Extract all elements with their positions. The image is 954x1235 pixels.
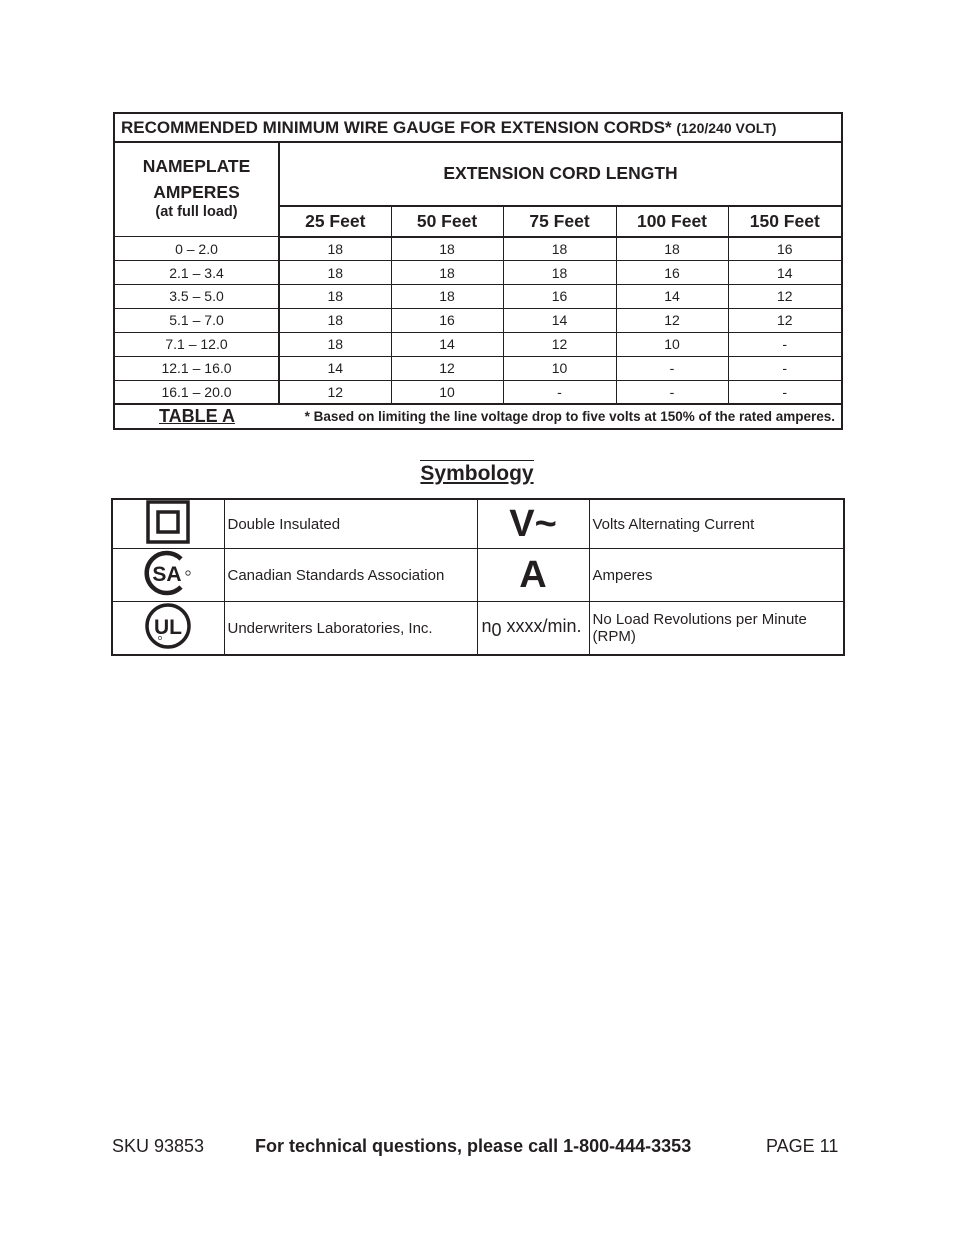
gauge-cell: 10 [503, 356, 616, 380]
amps-cell: 0 – 2.0 [114, 237, 279, 261]
svg-text:SA: SA [152, 563, 182, 586]
amps-cell: 3.5 – 5.0 [114, 284, 279, 308]
symbology-table [111, 498, 845, 656]
length-header: 25 Feet [279, 206, 391, 237]
table-row [114, 308, 842, 332]
table-row [114, 284, 842, 308]
symbol-description: Canadian Standards Association [224, 549, 477, 602]
gauge-cell: 12 [279, 380, 391, 404]
svg-text:UL: UL [154, 616, 183, 639]
gauge-cell: 12 [728, 308, 842, 332]
gauge-cell: 18 [279, 332, 391, 356]
gauge-cell: 10 [616, 332, 728, 356]
gauge-cell: 14 [616, 284, 728, 308]
length-header: 100 Feet [616, 206, 728, 237]
table-row [112, 499, 844, 549]
gauge-cell: 18 [391, 261, 503, 285]
wire-table-title-note: (120/240 VOLT) [676, 119, 777, 136]
gauge-cell: 14 [503, 308, 616, 332]
extension-cord-length-header: EXTENSION CORD LENGTH [279, 142, 842, 205]
gauge-cell: - [616, 380, 728, 404]
gauge-cell: 18 [391, 284, 503, 308]
gauge-cell: - [616, 356, 728, 380]
no-load-rpm-symbol: $n_0$ xxxx/min. [477, 602, 589, 656]
gauge-cell: 16 [616, 261, 728, 285]
gauge-cell: 12 [391, 356, 503, 380]
table-label: TABLE A [114, 404, 279, 429]
table-row [114, 237, 842, 261]
table-row [112, 602, 844, 656]
gauge-cell: 12 [728, 284, 842, 308]
length-header: 50 Feet [391, 206, 503, 237]
gauge-cell: 10 [391, 380, 503, 404]
length-header: 150 Feet [728, 206, 842, 237]
gauge-cell: 18 [503, 237, 616, 261]
symbology-heading: Symbology [420, 462, 534, 485]
symbol-description: Underwriters Laboratories, Inc. [224, 602, 477, 656]
gauge-cell: 16 [728, 237, 842, 261]
page-number: PAGE 11 [766, 1136, 839, 1156]
amps-cell: 12.1 – 16.0 [114, 356, 279, 380]
gauge-cell: 18 [279, 237, 391, 261]
gauge-cell: 18 [616, 237, 728, 261]
gauge-cell: 16 [503, 284, 616, 308]
gauge-cell: - [503, 380, 616, 404]
amps-cell: 7.1 – 12.0 [114, 332, 279, 356]
gauge-cell: - [728, 332, 842, 356]
gauge-cell: 14 [279, 356, 391, 380]
gauge-cell: - [728, 356, 842, 380]
gauge-cell: 18 [279, 308, 391, 332]
gauge-cell: 18 [279, 284, 391, 308]
table-row [114, 356, 842, 380]
sku-number: SKU 93853 [112, 1136, 205, 1156]
amps-cell: 16.1 – 20.0 [114, 380, 279, 404]
gauge-cell: - [728, 380, 842, 404]
wire-table-title: RECOMMENDED MINIMUM WIRE GAUGE FOR EXTENSION CORDS* (120/240 VOLT) [114, 113, 842, 142]
table-footnote: * Based on limiting the line voltage drop to five volts at 150% of the rated amperes. [279, 404, 842, 429]
tech-support-line: For technical questions, please call 1-800-444-3353 [255, 1136, 692, 1156]
volts-ac-symbol: V~ [477, 499, 589, 549]
amps-cell: 5.1 – 7.0 [114, 308, 279, 332]
table-row [112, 549, 844, 602]
symbol-description: No Load Revolutions per Minute (RPM) [589, 602, 844, 656]
gauge-cell: 16 [391, 308, 503, 332]
page-footer [0, 1136, 954, 1160]
gauge-cell: 14 [728, 261, 842, 285]
gauge-cell: 18 [503, 261, 616, 285]
ul-logo-icon [144, 602, 192, 650]
symbol-description: Volts Alternating Current [589, 499, 844, 549]
symbol-description: Double Insulated [224, 499, 477, 549]
gauge-cell: 18 [279, 261, 391, 285]
table-row [114, 380, 842, 404]
table-row [114, 332, 842, 356]
amps-cell: 2.1 – 3.4 [114, 261, 279, 285]
length-header: 75 Feet [503, 206, 616, 237]
nameplate-amperes-header: NAMEPLATE AMPERES (at full load) [114, 142, 279, 237]
gauge-cell: 18 [391, 237, 503, 261]
symbol-description: Amperes [589, 549, 844, 602]
gauge-cell: 12 [616, 308, 728, 332]
double-insulated-icon [146, 500, 190, 544]
table-row [114, 261, 842, 285]
amperes-symbol: A [477, 549, 589, 602]
gauge-cell: 12 [503, 332, 616, 356]
gauge-cell: 14 [391, 332, 503, 356]
csa-logo-icon [143, 549, 193, 597]
wire-gauge-table [113, 112, 843, 430]
